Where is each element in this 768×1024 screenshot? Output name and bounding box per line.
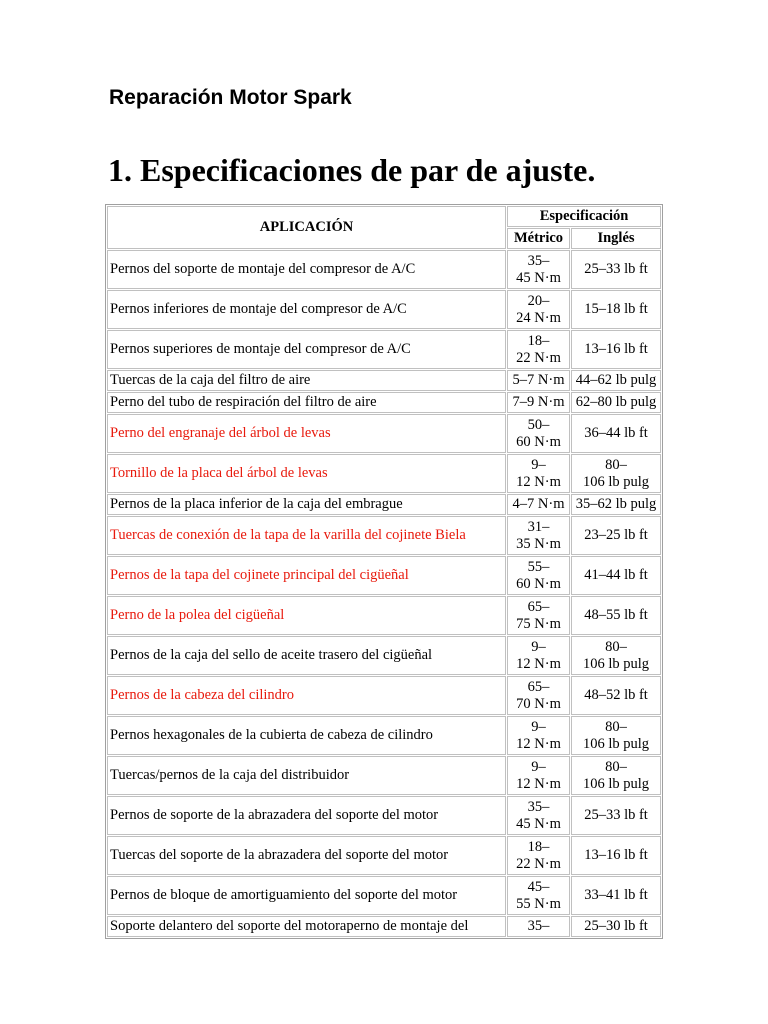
table-row — [107, 916, 661, 937]
application-cell: Tuercas de conexión de la tapa de la varilla del cojinete Biela — [107, 516, 506, 555]
english-cell — [571, 876, 661, 915]
english-cell-line: 80– — [605, 718, 627, 735]
english-cell-line: 15–18 lb ft — [584, 301, 648, 317]
metric-cell — [507, 392, 570, 413]
header-application: APLICACIÓN — [107, 206, 506, 249]
application-cell: Soporte delantero del soporte del motoraperno de montaje del — [107, 916, 506, 937]
metric-cell — [507, 636, 570, 675]
metric-cell-line: 45 N·m — [516, 815, 561, 832]
english-cell — [571, 716, 661, 755]
english-cell — [571, 516, 661, 555]
table-row — [107, 636, 661, 675]
english-cell-line: 48–52 lb ft — [584, 687, 648, 703]
metric-cell-line: 12 N·m — [516, 655, 561, 672]
header-english: Inglés — [571, 228, 661, 249]
metric-cell-line: 12 N·m — [516, 775, 561, 792]
metric-cell — [507, 716, 570, 755]
english-cell-line: 13–16 lb ft — [584, 847, 648, 863]
table-row — [107, 250, 661, 289]
table-header-row — [107, 206, 661, 227]
english-cell — [571, 330, 661, 369]
english-cell — [571, 596, 661, 635]
english-cell-line: 106 lb pulg — [582, 655, 650, 672]
metric-cell-line: 24 N·m — [516, 309, 561, 326]
metric-cell — [507, 516, 570, 555]
english-cell-line: 80– — [605, 758, 627, 775]
english-cell-line: 25–33 lb ft — [584, 261, 648, 277]
table-row — [107, 330, 661, 369]
english-cell-line: 106 lb pulg — [582, 735, 650, 752]
english-cell — [571, 414, 661, 453]
english-cell — [571, 556, 661, 595]
application-cell: Perno del tubo de respiración del filtro de aire — [107, 392, 506, 413]
section-heading: 1. Especificaciones de par de ajuste. — [108, 152, 596, 188]
metric-cell-line: 35 N·m — [516, 535, 561, 552]
application-cell: Pernos de la caja del sello de aceite trasero del cigüeñal — [107, 636, 506, 675]
metric-cell-line: 60 N·m — [516, 575, 561, 592]
english-cell-line: 80– — [605, 638, 627, 655]
metric-cell — [507, 330, 570, 369]
english-cell-line: 25–33 lb ft — [584, 807, 648, 823]
english-cell — [571, 392, 661, 413]
metric-cell — [507, 556, 570, 595]
metric-cell-line: 55– — [527, 558, 550, 575]
metric-cell — [507, 756, 570, 795]
english-cell-line: 25–30 lb ft — [584, 918, 648, 934]
application-cell: Pernos de bloque de amortiguamiento del soporte del motor — [107, 876, 506, 915]
metric-cell-line: 9– — [531, 456, 546, 473]
metric-cell-line: 22 N·m — [516, 349, 561, 366]
table-row — [107, 836, 661, 875]
application-cell: Tuercas de la caja del filtro de aire — [107, 370, 506, 391]
table-row — [107, 494, 661, 515]
english-cell — [571, 370, 661, 391]
table-row — [107, 796, 661, 835]
application-cell: Pernos del soporte de montaje del compresor de A/C — [107, 250, 506, 289]
table-row — [107, 290, 661, 329]
metric-cell-line: 50– — [527, 416, 550, 433]
metric-cell-line: 31– — [527, 518, 550, 535]
metric-cell-line: 9– — [531, 758, 546, 775]
application-cell: Perno del engranaje del árbol de levas — [107, 414, 506, 453]
application-cell: Tuercas/pernos de la caja del distribuidor — [107, 756, 506, 795]
metric-cell — [507, 370, 570, 391]
metric-cell-line: 12 N·m — [516, 473, 561, 490]
table-body — [107, 206, 661, 937]
english-cell-line: 23–25 lb ft — [584, 527, 648, 543]
english-cell — [571, 796, 661, 835]
english-cell-line: 48–55 lb ft — [584, 607, 648, 623]
application-cell: Tornillo de la placa del árbol de levas — [107, 454, 506, 493]
metric-cell-line: 5–7 N·m — [512, 372, 565, 388]
english-cell — [571, 636, 661, 675]
application-cell: Pernos de la placa inferior de la caja del embrague — [107, 494, 506, 515]
application-cell: Pernos inferiores de montaje del compresor de A/C — [107, 290, 506, 329]
metric-cell-line: 65– — [527, 678, 550, 695]
table-row — [107, 676, 661, 715]
english-cell-line: 106 lb pulg — [582, 473, 650, 490]
english-cell-line: 33–41 lb ft — [584, 887, 648, 903]
metric-cell-line: 9– — [531, 718, 546, 735]
english-cell-line: 35–62 lb pulg — [575, 496, 657, 512]
english-cell-line: 44–62 lb pulg — [575, 372, 657, 388]
metric-cell-line: 9– — [531, 638, 546, 655]
english-cell — [571, 290, 661, 329]
english-cell — [571, 494, 661, 515]
application-cell: Perno de la polea del cigüeñal — [107, 596, 506, 635]
table-row — [107, 370, 661, 391]
table-row — [107, 716, 661, 755]
application-cell: Pernos de soporte de la abrazadera del soporte del motor — [107, 796, 506, 835]
application-cell: Pernos superiores de montaje del compresor de A/C — [107, 330, 506, 369]
metric-cell-line: 75 N·m — [516, 615, 561, 632]
metric-cell-line: 70 N·m — [516, 695, 561, 712]
document-title: Reparación Motor Spark — [109, 86, 352, 109]
metric-cell-line: 65– — [527, 598, 550, 615]
metric-cell-line: 60 N·m — [516, 433, 561, 450]
application-cell: Pernos hexagonales de la cubierta de cabeza de cilindro — [107, 716, 506, 755]
metric-cell-line: 35– — [527, 252, 550, 269]
english-cell — [571, 756, 661, 795]
metric-cell — [507, 876, 570, 915]
table-row — [107, 414, 661, 453]
table-row — [107, 556, 661, 595]
metric-cell-line: 35– — [527, 798, 550, 815]
metric-cell — [507, 596, 570, 635]
metric-cell-line: 45 N·m — [516, 269, 561, 286]
metric-cell-line: 18– — [527, 838, 550, 855]
header-specification: Especificación — [507, 206, 661, 227]
table-row — [107, 392, 661, 413]
metric-cell — [507, 494, 570, 515]
english-cell-line: 106 lb pulg — [582, 775, 650, 792]
metric-cell — [507, 250, 570, 289]
metric-cell — [507, 796, 570, 835]
table-row — [107, 756, 661, 795]
metric-cell — [507, 836, 570, 875]
table-row — [107, 876, 661, 915]
metric-cell-line: 55 N·m — [516, 895, 561, 912]
metric-cell-line: 45– — [527, 878, 550, 895]
metric-cell-line: 35– — [527, 918, 550, 934]
metric-cell-line: 20– — [527, 292, 550, 309]
english-cell — [571, 676, 661, 715]
metric-cell-line: 12 N·m — [516, 735, 561, 752]
metric-cell-line: 18– — [527, 332, 550, 349]
english-cell — [571, 454, 661, 493]
table-row — [107, 516, 661, 555]
metric-cell-line: 22 N·m — [516, 855, 561, 872]
metric-cell-line: 7–9 N·m — [512, 394, 565, 410]
application-cell: Pernos de la tapa del cojinete principal del cigüeñal — [107, 556, 506, 595]
metric-cell-line: 4–7 N·m — [512, 496, 565, 512]
english-cell — [571, 916, 661, 937]
english-cell-line: 36–44 lb ft — [584, 425, 648, 441]
table-row — [107, 596, 661, 635]
metric-cell — [507, 290, 570, 329]
metric-cell — [507, 916, 570, 937]
english-cell-line: 41–44 lb ft — [584, 567, 648, 583]
application-cell: Pernos de la cabeza del cilindro — [107, 676, 506, 715]
metric-cell — [507, 414, 570, 453]
torque-spec-table — [105, 204, 663, 939]
english-cell-line: 80– — [605, 456, 627, 473]
english-cell-line: 62–80 lb pulg — [575, 394, 657, 410]
metric-cell — [507, 454, 570, 493]
english-cell — [571, 836, 661, 875]
application-cell: Tuercas del soporte de la abrazadera del soporte del motor — [107, 836, 506, 875]
metric-cell — [507, 676, 570, 715]
header-metric: Métrico — [507, 228, 570, 249]
english-cell-line: 13–16 lb ft — [584, 341, 648, 357]
english-cell — [571, 250, 661, 289]
table-row — [107, 454, 661, 493]
